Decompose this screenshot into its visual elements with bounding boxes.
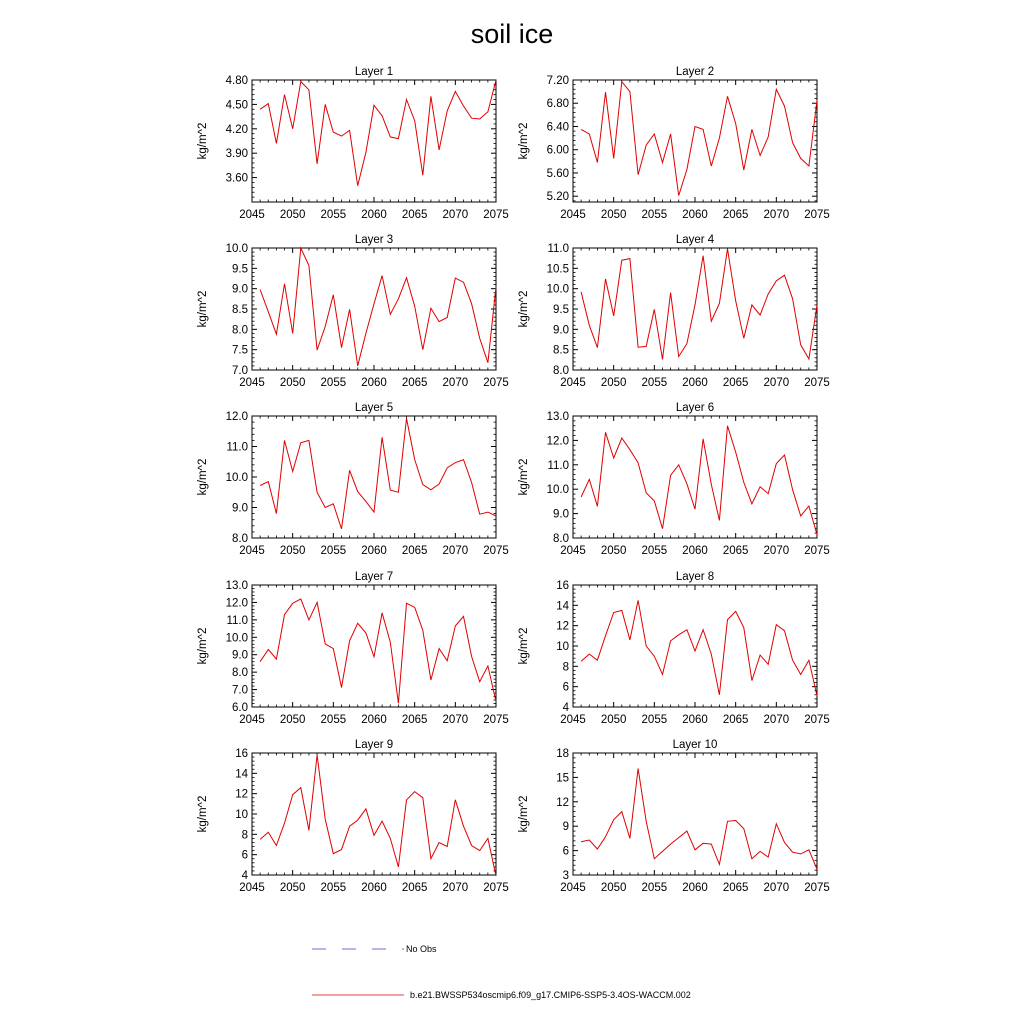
y-tick-label: 16 (556, 580, 569, 592)
x-tick-label: 2070 (442, 209, 469, 221)
x-tick-label: 2050 (600, 377, 627, 389)
x-tick-label: 2065 (401, 882, 428, 894)
x-tick-label: 2050 (279, 377, 306, 389)
x-tick-label: 2065 (722, 209, 749, 221)
series-line (260, 755, 496, 876)
x-tick-label: 2075 (483, 209, 509, 221)
y-tick-label: 11.0 (547, 243, 569, 255)
x-tick-label: 2070 (763, 882, 790, 894)
x-tick-label: 2055 (641, 882, 668, 894)
x-tick-label: 2075 (804, 714, 830, 726)
x-tick-label: 2065 (401, 714, 428, 726)
y-tick-label: 13.0 (546, 411, 569, 423)
x-tick-label: 2070 (763, 377, 790, 389)
y-tick-label: 10 (556, 641, 569, 653)
x-tick-label: 2055 (641, 714, 668, 726)
x-tick-label: 2060 (361, 377, 387, 389)
y-tick-label: 9.0 (232, 649, 248, 662)
y-tick-label: 15 (556, 772, 569, 785)
x-tick-label: 2060 (682, 882, 708, 894)
panel-10 (518, 739, 830, 894)
panel-title: Layer 8 (675, 571, 715, 583)
x-tick-label: 2050 (279, 714, 306, 726)
y-tick-label: 13.0 (225, 580, 248, 592)
y-tick-label: 12 (235, 788, 248, 801)
legend-model-label: b.e21.BWSSP534oscmip6.f09_g17.CMIP6-SSP5-3.4OS-WACCM.002 (410, 990, 691, 1000)
x-tick-label: 2055 (320, 377, 347, 389)
x-tick-label: 2060 (361, 209, 387, 221)
y-tick-label: 6.00 (546, 144, 569, 157)
x-tick-label: 2065 (722, 714, 749, 726)
y-tick-label: 10.0 (546, 484, 569, 497)
series-line (581, 249, 817, 360)
x-tick-label: 2070 (763, 714, 790, 726)
legend (312, 944, 691, 1000)
x-tick-label: 2060 (682, 377, 708, 389)
panel-title: Layer 2 (675, 66, 715, 78)
x-tick-label: 2060 (361, 714, 387, 726)
y-tick-label: 6 (241, 849, 248, 862)
x-tick-label: 2050 (279, 209, 306, 221)
x-tick-label: 2055 (641, 209, 668, 221)
y-tick-label: 10.0 (225, 632, 248, 645)
y-tick-label: 7.0 (232, 684, 248, 697)
x-tick-label: 2045 (560, 209, 586, 221)
x-tick-label: 2045 (560, 377, 586, 389)
y-tick-label: 10.0 (225, 243, 248, 255)
series-line (260, 599, 496, 703)
y-tick-label: 8.0 (553, 533, 569, 545)
y-tick-label: 18 (556, 748, 569, 760)
x-tick-label: 2045 (239, 882, 265, 894)
y-tick-label: 11.0 (226, 441, 248, 454)
panel-6 (518, 402, 830, 557)
x-tick-label: 2060 (361, 882, 387, 894)
y-axis-label: kg/m^2 (518, 122, 530, 160)
y-tick-label: 4 (562, 702, 569, 714)
series-line (581, 82, 817, 196)
x-tick-label: 2050 (279, 882, 306, 894)
panel-title: Layer 10 (672, 739, 718, 751)
y-tick-label: 5.60 (546, 167, 569, 180)
x-tick-label: 2060 (682, 545, 708, 557)
panel-title: Layer 1 (354, 66, 394, 78)
y-tick-label: 8.0 (232, 533, 248, 545)
y-tick-label: 8 (562, 661, 569, 674)
y-tick-label: 7.20 (546, 75, 569, 87)
y-tick-label: 9.0 (232, 283, 248, 296)
y-tick-label: 9.5 (553, 304, 569, 316)
y-tick-label: 7.5 (232, 344, 248, 357)
x-tick-label: 2075 (483, 545, 509, 557)
y-tick-label: 7.0 (232, 365, 248, 377)
x-tick-label: 2050 (600, 714, 627, 726)
x-tick-label: 2075 (483, 882, 509, 894)
panel-9 (197, 739, 509, 894)
x-tick-label: 2055 (320, 714, 347, 726)
y-tick-label: 4.50 (225, 99, 248, 112)
y-tick-label: 14 (556, 600, 569, 613)
plot-frame (573, 416, 817, 538)
y-tick-label: 3 (562, 870, 569, 882)
y-tick-label: 9.5 (232, 263, 248, 276)
y-tick-label: 6.80 (546, 98, 569, 111)
plot-frame (573, 585, 817, 707)
y-axis-label: kg/m^2 (518, 627, 530, 665)
panel-4 (518, 234, 830, 389)
panel-title: Layer 9 (354, 739, 394, 751)
panel-title: Layer 4 (675, 234, 715, 246)
y-axis-label: kg/m^2 (197, 290, 209, 328)
x-tick-label: 2065 (401, 209, 428, 221)
x-tick-label: 2060 (361, 545, 387, 557)
x-tick-label: 2055 (320, 209, 347, 221)
y-tick-label: 8.5 (553, 344, 569, 357)
x-tick-label: 2070 (442, 882, 469, 894)
panel-2 (518, 66, 830, 221)
y-axis-label: kg/m^2 (197, 122, 209, 160)
x-tick-label: 2060 (682, 209, 708, 221)
y-tick-label: 4.20 (225, 123, 248, 136)
y-tick-label: 12.0 (225, 597, 248, 610)
x-tick-label: 2050 (600, 545, 627, 557)
y-tick-label: 6.40 (546, 121, 569, 134)
y-tick-label: 6 (562, 681, 569, 694)
y-tick-label: 8.5 (232, 304, 248, 316)
x-tick-label: 2045 (560, 545, 586, 557)
y-tick-label: 14 (235, 768, 248, 781)
x-tick-label: 2075 (483, 377, 509, 389)
figure-title: soil ice (470, 19, 554, 49)
legend-obs-label: No Obs (406, 944, 437, 954)
panel-title: Layer 3 (354, 234, 394, 246)
y-tick-label: 10.0 (546, 283, 569, 296)
x-tick-label: 2070 (442, 377, 469, 389)
x-tick-label: 2055 (641, 545, 668, 557)
x-tick-label: 2045 (560, 714, 586, 726)
series-line (260, 248, 496, 366)
x-tick-label: 2065 (401, 377, 428, 389)
series-line (581, 426, 817, 535)
x-tick-label: 2075 (804, 209, 830, 221)
y-tick-label: 12 (556, 620, 569, 633)
y-tick-label: 9.0 (232, 502, 248, 515)
x-tick-label: 2045 (239, 209, 265, 221)
series-line (260, 418, 496, 529)
x-tick-label: 2045 (239, 377, 265, 389)
plot-frame (573, 248, 817, 370)
x-tick-label: 2070 (442, 545, 469, 557)
x-tick-label: 2045 (239, 714, 265, 726)
y-tick-label: 9 (562, 821, 569, 834)
panel-title: Layer 5 (354, 402, 394, 414)
y-tick-label: 8.0 (553, 365, 569, 377)
x-tick-label: 2075 (804, 377, 830, 389)
panel-1 (197, 66, 509, 221)
y-axis-label: kg/m^2 (197, 458, 209, 496)
panel-5 (197, 402, 509, 557)
x-tick-label: 2070 (442, 714, 469, 726)
plot-frame (252, 416, 496, 538)
panel-title: Layer 6 (675, 402, 715, 414)
y-tick-label: 6 (562, 845, 569, 858)
panels (197, 66, 830, 894)
y-axis-label: kg/m^2 (518, 290, 530, 328)
y-tick-label: 12 (556, 796, 569, 809)
series-line (581, 600, 817, 696)
panel-8 (518, 571, 830, 726)
y-tick-label: 16 (235, 748, 248, 760)
y-tick-label: 3.60 (225, 172, 248, 185)
y-tick-label: 5.20 (546, 191, 569, 204)
x-tick-label: 2055 (320, 545, 347, 557)
x-tick-label: 2045 (239, 545, 265, 557)
panel-title: Layer 7 (354, 571, 394, 583)
x-tick-label: 2055 (641, 377, 668, 389)
y-tick-label: 10.5 (546, 263, 569, 276)
x-tick-label: 2075 (804, 882, 830, 894)
x-tick-label: 2050 (600, 209, 627, 221)
y-tick-label: 4 (241, 870, 248, 882)
x-tick-label: 2075 (483, 714, 509, 726)
plot-frame (252, 585, 496, 707)
y-axis-label: kg/m^2 (197, 627, 209, 665)
x-tick-label: 2075 (804, 545, 830, 557)
x-tick-label: 2065 (722, 377, 749, 389)
y-tick-label: 9.0 (553, 508, 569, 521)
y-tick-label: 12.0 (546, 435, 569, 448)
x-tick-label: 2050 (279, 545, 306, 557)
x-tick-label: 2050 (600, 882, 627, 894)
x-tick-label: 2070 (763, 545, 790, 557)
y-tick-label: 8.0 (232, 667, 248, 680)
series-line (581, 769, 817, 870)
y-tick-label: 9.0 (553, 324, 569, 337)
y-tick-label: 12.0 (225, 411, 248, 423)
y-tick-label: 10 (235, 809, 248, 821)
x-tick-label: 2065 (722, 882, 749, 894)
x-tick-label: 2055 (320, 882, 347, 894)
series-line (260, 80, 496, 186)
y-tick-label: 3.90 (225, 148, 248, 161)
x-tick-label: 2060 (682, 714, 708, 726)
y-axis-label: kg/m^2 (518, 458, 530, 496)
y-tick-label: 6.0 (232, 702, 248, 714)
plot-frame (573, 753, 817, 875)
x-tick-label: 2065 (722, 545, 749, 557)
y-tick-label: 8.0 (232, 324, 248, 337)
y-axis-label: kg/m^2 (518, 795, 530, 833)
y-tick-label: 10.0 (225, 472, 248, 484)
y-axis-label: kg/m^2 (197, 795, 209, 833)
y-tick-label: 11.0 (226, 614, 248, 627)
panel-7 (197, 571, 509, 726)
x-tick-label: 2045 (560, 882, 586, 894)
y-tick-label: 11.0 (547, 459, 569, 472)
x-tick-label: 2070 (763, 209, 790, 221)
y-tick-label: 8 (241, 829, 248, 842)
panel-3 (197, 234, 509, 389)
x-tick-label: 2065 (401, 545, 428, 557)
y-tick-label: 4.80 (225, 75, 248, 87)
